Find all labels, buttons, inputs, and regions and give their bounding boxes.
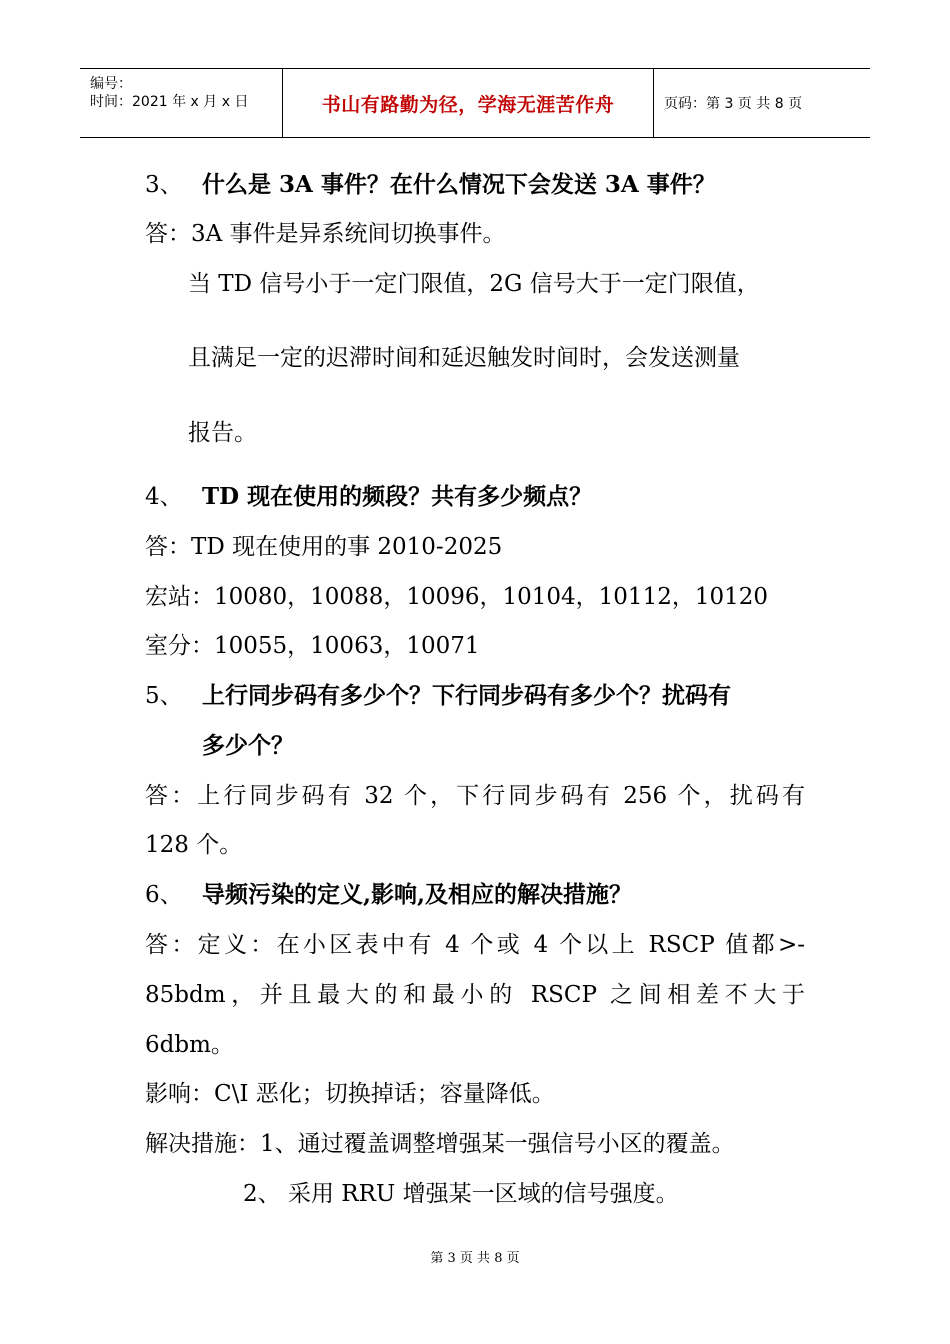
document-number-label: 编号：	[90, 76, 132, 92]
header-page-info: 页码：第 3 页 共 8 页	[664, 96, 803, 112]
answer-3-line-4: 报告。	[188, 420, 257, 446]
answer-3-line-1: 答：3A 事件是异系统间切换事件。	[145, 221, 506, 247]
page-header	[80, 68, 870, 138]
page-footer: 第 3 页 共 8 页	[430, 1251, 520, 1266]
question-number: 4、	[145, 484, 183, 510]
answer-4-line-3: 室分：10055，10063，10071	[145, 633, 480, 659]
question-number: 6、	[145, 882, 183, 908]
answer-5-line-2: 128 个。	[145, 832, 243, 858]
question-5-line-2: 多少个？	[202, 732, 294, 759]
answer-3-line-2: 当 TD 信号小于一定门限值，2G 信号大于一定门限值，	[188, 271, 760, 297]
question-number: 5、	[145, 683, 183, 709]
answer-6-line-1: 答：定义：在小区表中有 4 个或 4 个以上 RSCP 值都>-	[145, 932, 805, 958]
question-text: TD 现在使用的频段？共有多少频点？	[202, 483, 593, 510]
answer-6-line-6: 2、 采用 RRU 增强某一区域的信号强度。	[243, 1181, 679, 1207]
answer-6-line-3: 6dbm。	[145, 1032, 234, 1058]
answer-3-line-3: 且满足一定的迟滞时间和延迟触发时间时，会发送测量	[188, 345, 740, 371]
question-number: 3、	[145, 172, 183, 198]
answer-4-line-1: 答：TD 现在使用的事 2010-2025	[145, 534, 503, 560]
question-text: 导频污染的定义,影响,及相应的解决措施？	[202, 881, 633, 908]
header-motto-cell	[283, 69, 654, 137]
answer-4-line-2: 宏站：10080，10088，10096，10104，10112，10120	[145, 584, 768, 610]
answer-6-line-2: 85bdm，并且最大的和最小的 RSCP 之间相差不大于	[145, 982, 805, 1008]
question-4	[145, 482, 592, 512]
answer-5-line-1: 答：上行同步码有 32 个，下行同步码有 256 个，扰码有	[145, 783, 805, 809]
header-meta-cell	[80, 69, 283, 137]
header-page-cell	[654, 69, 870, 137]
header-motto: 书山有路勤为径，学海无涯苦作舟	[321, 93, 615, 116]
answer-6-line-5: 解决措施：1、通过覆盖调整增强某一强信号小区的覆盖。	[145, 1131, 735, 1157]
question-text: 上行同步码有多少个？下行同步码有多少个？扰码有	[202, 682, 731, 709]
question-6	[145, 880, 632, 910]
answer-6-line-4: 影响：C\I 恶化；切换掉话；容量降低。	[145, 1081, 555, 1107]
document-time-label: 时间：2021 年 x 月 x 日	[90, 94, 249, 110]
question-5	[145, 681, 731, 711]
question-3	[145, 170, 716, 200]
question-text: 什么是 3A 事件？在什么情况下会发送 3A 事件？	[202, 171, 716, 198]
